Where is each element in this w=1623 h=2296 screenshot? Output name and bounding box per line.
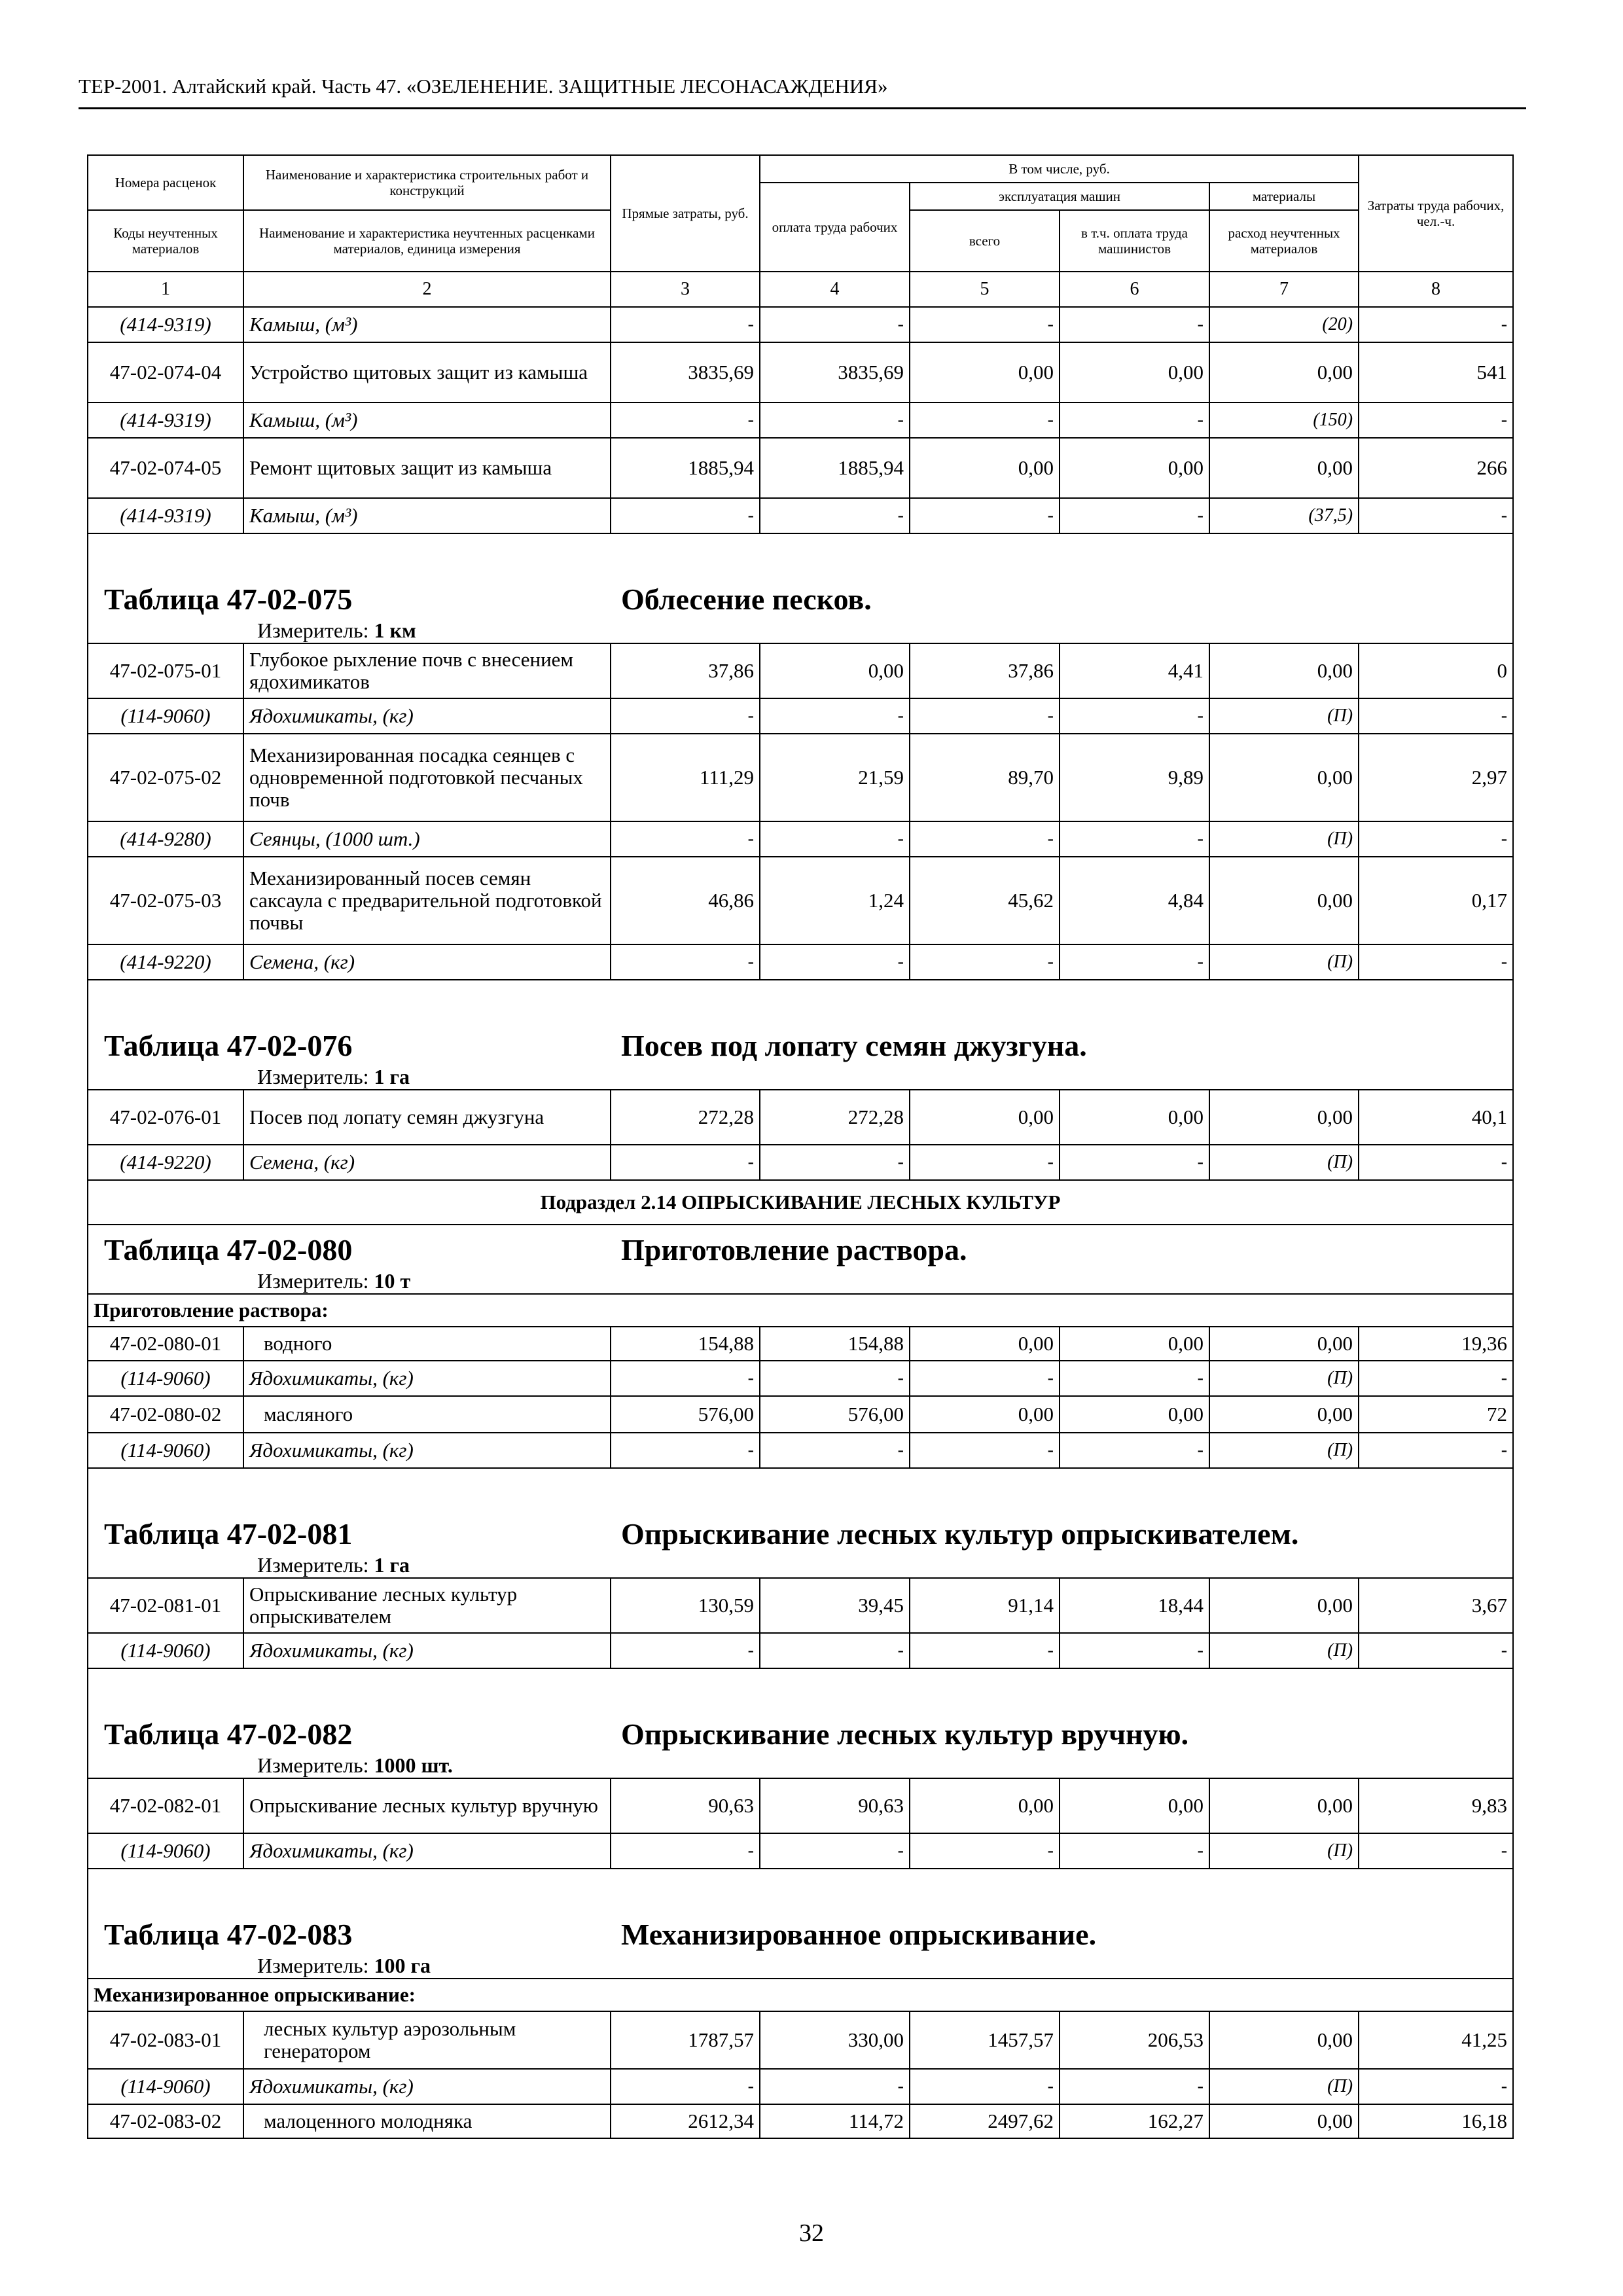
rate-code: 47-02-083-02 <box>88 2104 243 2138</box>
material-row <box>88 821 1513 857</box>
worker-pay: - <box>760 1633 910 1668</box>
work-name: водного <box>243 1327 611 1361</box>
machines-total: 0,00 <box>910 1778 1060 1833</box>
measure-unit <box>94 618 1507 643</box>
material-code: (114-9060) <box>88 698 243 734</box>
work-name: малоценного молодняка <box>243 2104 611 2138</box>
machinist-pay: - <box>1060 2069 1209 2104</box>
direct-costs: - <box>611 307 760 342</box>
labor-costs: 72 <box>1359 1396 1513 1433</box>
table-section-header <box>88 533 1513 643</box>
labor-costs: - <box>1359 307 1513 342</box>
material-name: Ядохимикаты, (кг) <box>243 2069 611 2104</box>
machines-total: 91,14 <box>910 1578 1060 1633</box>
measure-value: 1 га <box>374 1065 410 1088</box>
material-name: Ядохимикаты, (кг) <box>243 698 611 734</box>
worker-pay: - <box>760 698 910 734</box>
machinist-pay: - <box>1060 698 1209 734</box>
table-section-header <box>88 1468 1513 1578</box>
work-name: Посев под лопату семян джузгуна <box>243 1090 611 1145</box>
material-row <box>88 1361 1513 1396</box>
measure-value: 1 км <box>374 619 416 642</box>
material-name: Камыш, (м³) <box>243 307 611 342</box>
worker-pay: - <box>760 1145 910 1180</box>
worker-pay: - <box>760 1361 910 1396</box>
col-number: 3 <box>611 272 760 307</box>
rate-row <box>88 1090 1513 1145</box>
section-title-cell <box>88 980 1513 1090</box>
machinist-pay: - <box>1060 498 1209 533</box>
machines-total: - <box>910 698 1060 734</box>
machinist-pay: 0,00 <box>1060 1396 1209 1433</box>
machinist-pay: - <box>1060 403 1209 438</box>
table-number: Таблица 47-02-081 <box>104 1517 353 1551</box>
col-number: 1 <box>88 272 243 307</box>
worker-pay: 1,24 <box>760 857 910 944</box>
worker-pay: - <box>760 307 910 342</box>
table-title: Опрыскивание лесных культур вручную. <box>621 1717 1189 1751</box>
table-section-header <box>88 1668 1513 1778</box>
labor-costs: 3,67 <box>1359 1578 1513 1633</box>
material-consumption: (П) <box>1209 1633 1359 1668</box>
machines-total: 89,70 <box>910 734 1060 821</box>
machines-total: - <box>910 2069 1060 2104</box>
material-row <box>88 1145 1513 1180</box>
labor-costs: 2,97 <box>1359 734 1513 821</box>
labor-costs: - <box>1359 1361 1513 1396</box>
labor-costs: - <box>1359 1633 1513 1668</box>
rate-code: 47-02-075-01 <box>88 643 243 698</box>
material-row <box>88 403 1513 438</box>
material-name: Семена, (кг) <box>243 1145 611 1180</box>
measure-label: Измеритель: <box>257 1269 369 1293</box>
machinist-pay: - <box>1060 1633 1209 1668</box>
machinist-pay: 0,00 <box>1060 342 1209 403</box>
material-row <box>88 1633 1513 1668</box>
section-title-cell <box>88 1869 1513 1979</box>
material-row <box>88 944 1513 980</box>
material-code: (414-9220) <box>88 944 243 980</box>
material-consumption: 0,00 <box>1209 857 1359 944</box>
col-header-direct-costs: Прямые затраты, руб. <box>611 155 760 272</box>
rate-row <box>88 643 1513 698</box>
labor-costs: - <box>1359 403 1513 438</box>
worker-pay: - <box>760 1833 910 1869</box>
labor-costs: 41,25 <box>1359 2011 1513 2069</box>
work-name: Устройство щитовых защит из камыша <box>243 342 611 403</box>
machinist-pay: - <box>1060 1145 1209 1180</box>
worker-pay: 272,28 <box>760 1090 910 1145</box>
direct-costs: 154,88 <box>611 1327 760 1361</box>
table-title: Посев под лопату семян джузгуна. <box>621 1029 1087 1062</box>
machinist-pay: 0,00 <box>1060 1090 1209 1145</box>
machines-total: - <box>910 1433 1060 1468</box>
table-number: Таблица 47-02-082 <box>104 1717 353 1751</box>
page-number: 32 <box>799 2219 824 2247</box>
work-name: Механизированный посев семян саксаула с предварительной подготовкой почвы <box>243 857 611 944</box>
direct-costs: 576,00 <box>611 1396 760 1433</box>
direct-costs: - <box>611 1145 760 1180</box>
worker-pay: - <box>760 1433 910 1468</box>
material-consumption: 0,00 <box>1209 1396 1359 1433</box>
direct-costs: - <box>611 1833 760 1869</box>
rate-code: 47-02-080-01 <box>88 1327 243 1361</box>
section-title-line <box>94 1916 1507 1953</box>
machinist-pay: - <box>1060 1361 1209 1396</box>
material-row <box>88 307 1513 342</box>
rate-code: 47-02-080-02 <box>88 1396 243 1433</box>
measure-value: 100 га <box>374 1954 431 1977</box>
subheading-row <box>88 1294 1513 1327</box>
labor-costs: - <box>1359 1145 1513 1180</box>
material-code: (414-9280) <box>88 821 243 857</box>
material-consumption: (37,5) <box>1209 498 1359 533</box>
machines-total: 0,00 <box>910 438 1060 498</box>
col-header-machines-total: всего <box>910 210 1060 272</box>
col-header-machinist-pay: в т.ч. оплата труда машинистов <box>1060 210 1209 272</box>
col-header-worker-pay: оплата труда рабочих <box>760 183 910 272</box>
subheading-row <box>88 1979 1513 2011</box>
section-title-line <box>94 1028 1507 1064</box>
measure-label: Измеритель: <box>257 1753 369 1777</box>
material-name: Семена, (кг) <box>243 944 611 980</box>
rate-row <box>88 857 1513 944</box>
work-name: Глубокое рыхление почв с внесением ядохимикатов <box>243 643 611 698</box>
machines-total: - <box>910 498 1060 533</box>
material-code: (414-9319) <box>88 498 243 533</box>
measure-label: Измеритель: <box>257 1954 369 1977</box>
material-name: Сеянцы, (1000 шт.) <box>243 821 611 857</box>
labor-costs: 0 <box>1359 643 1513 698</box>
machines-total: - <box>910 1633 1060 1668</box>
machinist-pay: 4,84 <box>1060 857 1209 944</box>
labor-costs: - <box>1359 698 1513 734</box>
worker-pay: 330,00 <box>760 2011 910 2069</box>
col-number: 4 <box>760 272 910 307</box>
machines-total: 2497,62 <box>910 2104 1060 2138</box>
material-consumption: (П) <box>1209 698 1359 734</box>
measure-label: Измеритель: <box>257 1553 369 1577</box>
material-code: (414-9319) <box>88 307 243 342</box>
material-row <box>88 698 1513 734</box>
direct-costs: - <box>611 403 760 438</box>
measure-unit <box>94 1753 1507 1778</box>
rate-row <box>88 2011 1513 2069</box>
labor-costs: - <box>1359 1833 1513 1869</box>
worker-pay: 39,45 <box>760 1578 910 1633</box>
material-name: Ядохимикаты, (кг) <box>243 1833 611 1869</box>
col-number: 2 <box>243 272 611 307</box>
measure-unit <box>94 1064 1507 1089</box>
labor-costs: 19,36 <box>1359 1327 1513 1361</box>
rate-row <box>88 2104 1513 2138</box>
col-number: 5 <box>910 272 1060 307</box>
material-code: (114-9060) <box>88 1361 243 1396</box>
labor-costs: 16,18 <box>1359 2104 1513 2138</box>
machines-total: 0,00 <box>910 1327 1060 1361</box>
material-consumption: (П) <box>1209 2069 1359 2104</box>
direct-costs: 3835,69 <box>611 342 760 403</box>
direct-costs: 1885,94 <box>611 438 760 498</box>
machinist-pay: - <box>1060 821 1209 857</box>
worker-pay: 0,00 <box>760 643 910 698</box>
price-table <box>87 154 1514 2139</box>
machines-total: - <box>910 307 1060 342</box>
direct-costs: 2612,34 <box>611 2104 760 2138</box>
machines-total: 0,00 <box>910 342 1060 403</box>
material-consumption: 0,00 <box>1209 2104 1359 2138</box>
section-title-cell <box>88 533 1513 643</box>
rate-code: 47-02-074-05 <box>88 438 243 498</box>
material-row <box>88 2069 1513 2104</box>
material-consumption: 0,00 <box>1209 2011 1359 2069</box>
table-number: Таблица 47-02-076 <box>104 1029 353 1062</box>
rate-row <box>88 342 1513 403</box>
direct-costs: - <box>611 944 760 980</box>
labor-costs: 0,17 <box>1359 857 1513 944</box>
worker-pay: 3835,69 <box>760 342 910 403</box>
direct-costs: 130,59 <box>611 1578 760 1633</box>
subheading: Механизированное опрыскивание: <box>88 1979 1513 2011</box>
measure-unit <box>94 1268 1507 1293</box>
material-consumption: 0,00 <box>1209 1327 1359 1361</box>
rate-code: 47-02-074-04 <box>88 342 243 403</box>
rate-row <box>88 438 1513 498</box>
subheading: Приготовление раствора: <box>88 1294 1513 1327</box>
subsection-row <box>88 1180 1513 1225</box>
machines-total: - <box>910 1361 1060 1396</box>
col-header-including: В том числе, руб. <box>760 155 1359 183</box>
machinist-pay: - <box>1060 307 1209 342</box>
table-section-header <box>88 1869 1513 1979</box>
machines-total: 37,86 <box>910 643 1060 698</box>
material-name: Ядохимикаты, (кг) <box>243 1433 611 1468</box>
page-header: ТЕР-2001. Алтайский край. Часть 47. «ОЗЕЛЕНЕНИЕ. ЗАЩИТНЫЕ ЛЕСОНАСАЖДЕНИЯ» <box>79 73 1526 109</box>
material-name: Ядохимикаты, (кг) <box>243 1361 611 1396</box>
worker-pay: - <box>760 821 910 857</box>
material-consumption: 0,00 <box>1209 342 1359 403</box>
section-title-cell <box>88 1468 1513 1578</box>
direct-costs: - <box>611 1633 760 1668</box>
rate-row <box>88 1778 1513 1833</box>
table-title: Механизированное опрыскивание. <box>621 1918 1097 1951</box>
material-code: (114-9060) <box>88 2069 243 2104</box>
rate-row <box>88 1578 1513 1633</box>
col-header-work-name: Наименование и характеристика строительных работ и конструкций <box>243 155 611 210</box>
machines-total: 0,00 <box>910 1396 1060 1433</box>
worker-pay: - <box>760 403 910 438</box>
material-name: Камыш, (м³) <box>243 498 611 533</box>
col-header-materials: материалы <box>1209 183 1359 210</box>
table-title: Опрыскивание лесных культур опрыскивателем. <box>621 1517 1299 1551</box>
col-number: 7 <box>1209 272 1359 307</box>
machinist-pay: 4,41 <box>1060 643 1209 698</box>
worker-pay: 114,72 <box>760 2104 910 2138</box>
rate-code: 47-02-081-01 <box>88 1578 243 1633</box>
labor-costs: - <box>1359 1433 1513 1468</box>
rate-row <box>88 1396 1513 1433</box>
direct-costs: - <box>611 2069 760 2104</box>
material-row <box>88 1833 1513 1869</box>
section-title-line <box>94 1516 1507 1552</box>
table-section-header <box>88 1225 1513 1294</box>
table-number: Таблица 47-02-075 <box>104 583 353 616</box>
section-title-line <box>94 1716 1507 1753</box>
worker-pay: - <box>760 498 910 533</box>
machinist-pay: 9,89 <box>1060 734 1209 821</box>
direct-costs: 272,28 <box>611 1090 760 1145</box>
section-title-line <box>94 1232 1507 1268</box>
table-body <box>88 307 1513 2138</box>
machinist-pay: - <box>1060 1833 1209 1869</box>
direct-costs: 1787,57 <box>611 2011 760 2069</box>
material-code: (414-9220) <box>88 1145 243 1180</box>
material-row <box>88 498 1513 533</box>
measure-value: 1 га <box>374 1553 410 1577</box>
labor-costs: - <box>1359 2069 1513 2104</box>
table-title: Облесение песков. <box>621 583 872 616</box>
material-code: (114-9060) <box>88 1433 243 1468</box>
measure-label: Измеритель: <box>257 619 369 642</box>
machines-total: - <box>910 403 1060 438</box>
direct-costs: - <box>611 698 760 734</box>
labor-costs: 9,83 <box>1359 1778 1513 1833</box>
machinist-pay: 0,00 <box>1060 1778 1209 1833</box>
labor-costs: - <box>1359 498 1513 533</box>
worker-pay: - <box>760 2069 910 2104</box>
labor-costs: 541 <box>1359 342 1513 403</box>
machines-total: 45,62 <box>910 857 1060 944</box>
table-title: Приготовление раствора. <box>621 1233 967 1266</box>
machinist-pay: - <box>1060 944 1209 980</box>
direct-costs: 90,63 <box>611 1778 760 1833</box>
material-code: (114-9060) <box>88 1633 243 1668</box>
rate-code: 47-02-082-01 <box>88 1778 243 1833</box>
machinist-pay: 162,27 <box>1060 2104 1209 2138</box>
table-number: Таблица 47-02-080 <box>104 1233 353 1266</box>
section-title-cell <box>88 1668 1513 1778</box>
material-consumption: (20) <box>1209 307 1359 342</box>
machines-total: - <box>910 821 1060 857</box>
col-header-material-names: Наименование и характеристика неучтенных расценками материалов, единица измерения <box>243 210 611 272</box>
rate-row <box>88 1327 1513 1361</box>
material-consumption: 0,00 <box>1209 1778 1359 1833</box>
material-consumption: 0,00 <box>1209 1090 1359 1145</box>
machines-total: - <box>910 1145 1060 1180</box>
machines-total: 0,00 <box>910 1090 1060 1145</box>
subsection-title: Подраздел 2.14 ОПРЫСКИВАНИЕ ЛЕСНЫХ КУЛЬТУР <box>88 1180 1513 1225</box>
material-row <box>88 1433 1513 1468</box>
worker-pay: - <box>760 944 910 980</box>
machinist-pay: 206,53 <box>1060 2011 1209 2069</box>
col-header-rate-numbers: Номера расценок <box>88 155 243 210</box>
material-name: Камыш, (м³) <box>243 403 611 438</box>
machinist-pay: 0,00 <box>1060 438 1209 498</box>
col-number: 8 <box>1359 272 1513 307</box>
rate-code: 47-02-076-01 <box>88 1090 243 1145</box>
direct-costs: - <box>611 1361 760 1396</box>
section-title-cell <box>88 1225 1513 1294</box>
work-name: Ремонт щитовых защит из камыша <box>243 438 611 498</box>
work-name: Опрыскивание лесных культур вручную <box>243 1778 611 1833</box>
direct-costs: - <box>611 498 760 533</box>
direct-costs: - <box>611 821 760 857</box>
material-consumption: (П) <box>1209 1361 1359 1396</box>
material-code: (414-9319) <box>88 403 243 438</box>
material-consumption: (150) <box>1209 403 1359 438</box>
rate-code: 47-02-083-01 <box>88 2011 243 2069</box>
work-name: Опрыскивание лесных культур опрыскивателем <box>243 1578 611 1633</box>
measure-unit <box>94 1953 1507 1978</box>
direct-costs: 37,86 <box>611 643 760 698</box>
col-header-machine-operation: эксплуатация машин <box>910 183 1209 210</box>
worker-pay: 90,63 <box>760 1778 910 1833</box>
measure-value: 10 т <box>374 1269 411 1293</box>
work-name: лесных культур аэрозольным генератором <box>243 2011 611 2069</box>
machinist-pay: 18,44 <box>1060 1578 1209 1633</box>
worker-pay: 1885,94 <box>760 438 910 498</box>
work-name: масляного <box>243 1396 611 1433</box>
material-consumption: 0,00 <box>1209 643 1359 698</box>
col-header-material-codes: Коды неучтенных материалов <box>88 210 243 272</box>
material-consumption: 0,00 <box>1209 1578 1359 1633</box>
material-consumption: (П) <box>1209 1833 1359 1869</box>
material-name: Ядохимикаты, (кг) <box>243 1633 611 1668</box>
labor-costs: - <box>1359 944 1513 980</box>
worker-pay: 576,00 <box>760 1396 910 1433</box>
machinist-pay: 0,00 <box>1060 1327 1209 1361</box>
measure-unit <box>94 1552 1507 1577</box>
measure-value: 1000 шт. <box>374 1753 453 1777</box>
col-header-labor-costs: Затраты труда рабочих, чел.-ч. <box>1359 155 1513 272</box>
labor-costs: 266 <box>1359 438 1513 498</box>
direct-costs: 46,86 <box>611 857 760 944</box>
material-consumption: (П) <box>1209 1145 1359 1180</box>
direct-costs: 111,29 <box>611 734 760 821</box>
labor-costs: 40,1 <box>1359 1090 1513 1145</box>
material-code: (114-9060) <box>88 1833 243 1869</box>
machines-total: 1457,57 <box>910 2011 1060 2069</box>
rate-row <box>88 734 1513 821</box>
worker-pay: 154,88 <box>760 1327 910 1361</box>
direct-costs: - <box>611 1433 760 1468</box>
machines-total: - <box>910 1833 1060 1869</box>
rate-code: 47-02-075-03 <box>88 857 243 944</box>
col-number: 6 <box>1060 272 1209 307</box>
worker-pay: 21,59 <box>760 734 910 821</box>
material-consumption: (П) <box>1209 1433 1359 1468</box>
table-section-header <box>88 980 1513 1090</box>
material-consumption: (П) <box>1209 944 1359 980</box>
machines-total: - <box>910 944 1060 980</box>
col-header-material-consumption: расход неучтенных материалов <box>1209 210 1359 272</box>
material-consumption: (П) <box>1209 821 1359 857</box>
measure-label: Измеритель: <box>257 1065 369 1088</box>
machinist-pay: - <box>1060 1433 1209 1468</box>
material-consumption: 0,00 <box>1209 734 1359 821</box>
work-name: Механизированная посадка сеянцев с одновременной подготовкой песчаных почв <box>243 734 611 821</box>
rate-code: 47-02-075-02 <box>88 734 243 821</box>
table-number: Таблица 47-02-083 <box>104 1918 353 1951</box>
material-consumption: 0,00 <box>1209 438 1359 498</box>
section-title-line <box>94 581 1507 618</box>
labor-costs: - <box>1359 821 1513 857</box>
